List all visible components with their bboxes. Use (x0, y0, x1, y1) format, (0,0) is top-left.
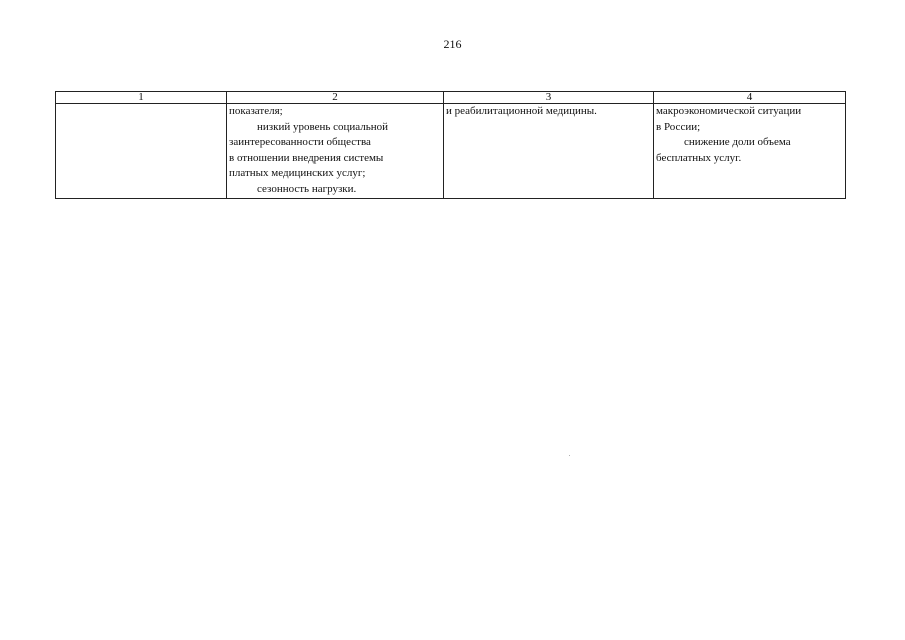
column-header-4: 4 (654, 92, 846, 104)
scan-speck (569, 455, 570, 456)
cell-text-line: снижение доли объема (684, 136, 791, 149)
column-header-2: 2 (227, 92, 444, 104)
cell-text-line: заинтересованности общества (229, 136, 371, 149)
cell-text-line: платных медицинских услуг; (229, 167, 366, 180)
table-cell-col4 (654, 104, 846, 199)
table-cell-col1 (56, 104, 227, 199)
column-header-1: 1 (56, 92, 227, 104)
cell-text-line: низкий уровень социальной (257, 120, 389, 133)
page-number: 216 (443, 37, 462, 51)
table-header-row (56, 92, 846, 104)
content-table (55, 91, 846, 199)
cell-text-line: и реабилитационной медицины. (446, 105, 597, 117)
cell-text-line: в отношении внедрения системы (229, 151, 384, 164)
table-row (56, 104, 846, 199)
column-header-3: 3 (444, 92, 654, 104)
table-cell-col3 (444, 104, 654, 199)
cell-text-line: показателя; (229, 105, 283, 117)
cell-text-line: сезонность нагрузки. (257, 182, 357, 195)
table-cell-col2 (227, 104, 444, 199)
cell-text-line: макроэкономической ситуации (656, 105, 802, 117)
cell-text-line: бесплатных услуг. (656, 151, 742, 164)
cell-text-line: в России; (656, 120, 701, 133)
